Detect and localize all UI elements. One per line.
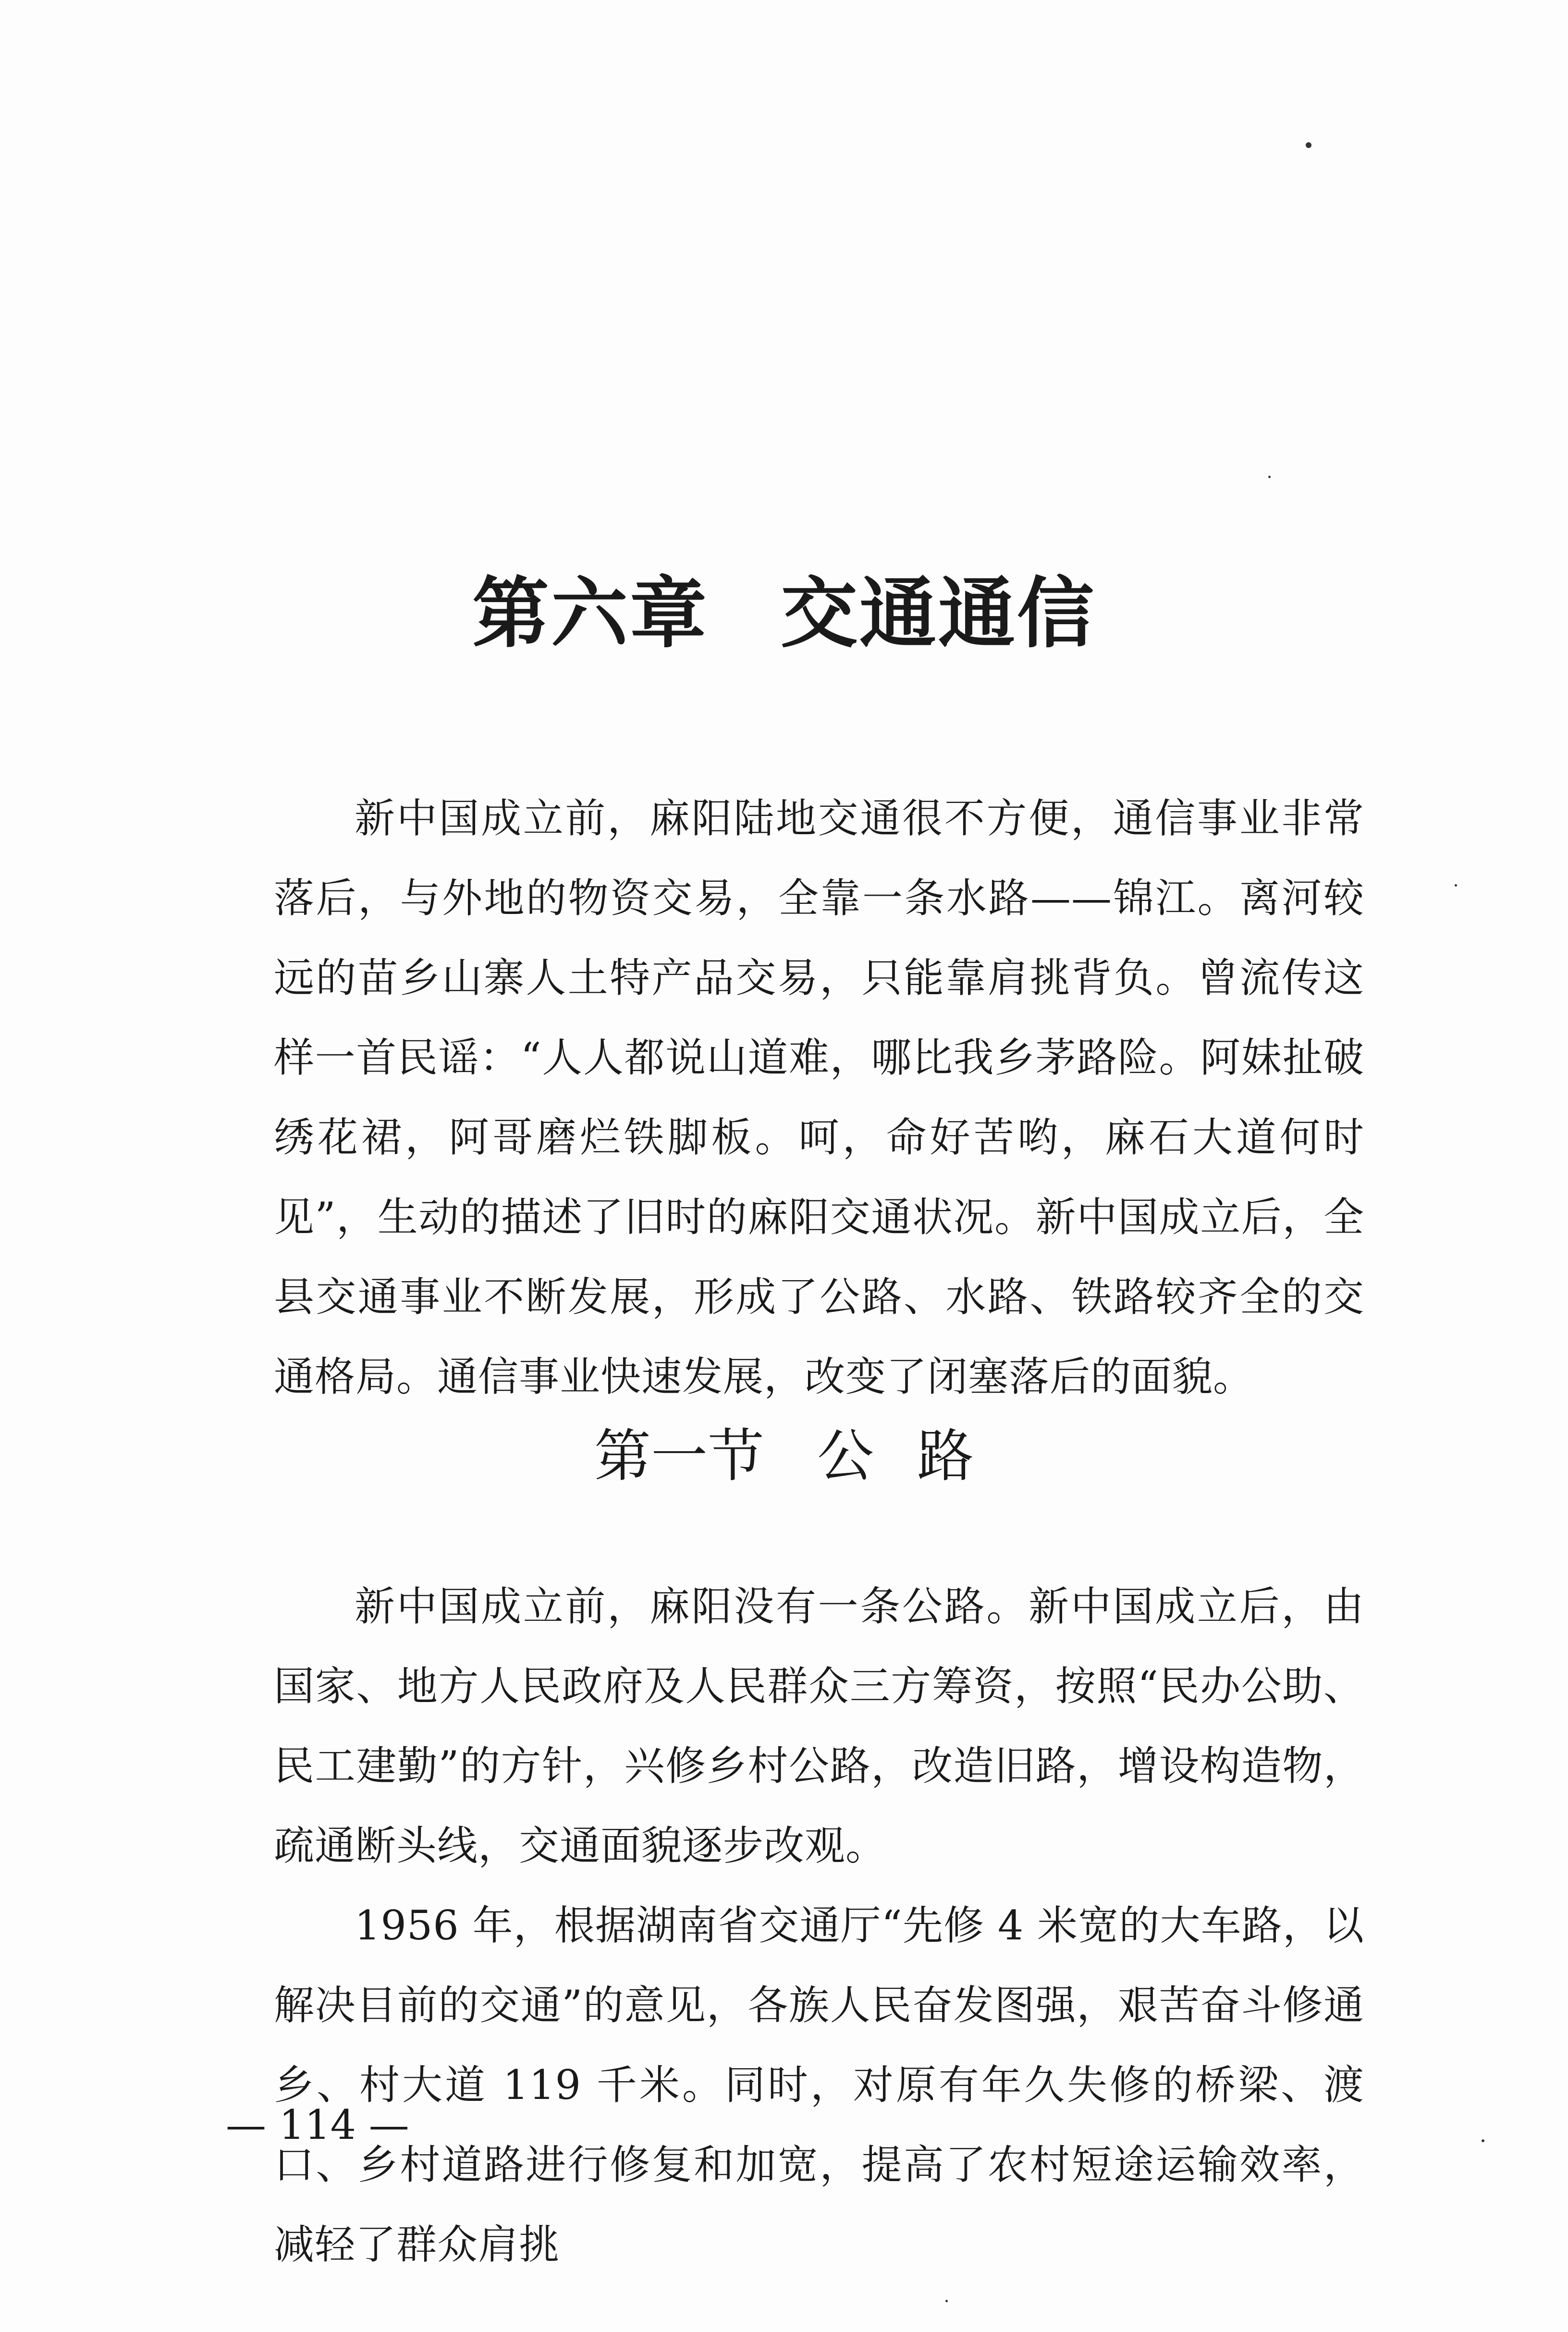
scan-speck xyxy=(1455,884,1457,887)
section-number: 第一节 xyxy=(594,1423,764,1489)
scan-speck xyxy=(945,2300,948,2302)
chapter-intro xyxy=(274,778,1364,1417)
intro-paragraph: 新中国成立前，麻阳陆地交通很不方便，通信事业非常落后，与外地的物资交易，全靠一条水路——锦江。离河较远的苗乡山寨人土特产品交易，只能靠肩挑背负。曾流传这样一首民谣：“人人都说山道难，哪比我乡茅路险。阿妹扯破绣花裙，阿哥磨烂铁脚板。呵，命好苦哟，麻石大道何时见”，生动的描述了旧时的麻阳交通状况。新中国成立后，全县交通事业不断发展，形成了公路、水路、铁路较齐全的交通格局。通信事业快速发展，改变了闭塞落后的面貌。 xyxy=(274,795,1364,1400)
scan-speck xyxy=(1482,2139,1484,2142)
body-paragraph: 1956 年，根据湖南省交通厅“先修 4 米宽的大车路，以解决目前的交通”的意见，各族人民奋发图强，艰苦奋斗修通乡、村大道 119 千米。同时，对原有年久失修的桥梁、渡口、乡村道路进行修复和加宽，提高了农村短途运输效率，减轻了群众肩挑 xyxy=(274,1902,1364,2268)
section-title xyxy=(0,1422,1568,1491)
section-body xyxy=(274,1567,1364,2284)
section-name-char: 公 xyxy=(817,1423,874,1489)
page-number: — 114 — xyxy=(226,2101,409,2148)
body-paragraph: 新中国成立前，麻阳没有一条公路。新中国成立后，由国家、地方人民政府及人民群众三方筹资，按照“民办公助、民工建勤”的方针，兴修乡村公路，改造旧路，增设构造物，疏通断头线，交通面貌逐步改观。 xyxy=(274,1583,1364,1869)
chapter-number: 第六章 xyxy=(472,568,709,658)
scan-speck xyxy=(1268,476,1271,478)
section-name-char: 路 xyxy=(917,1423,974,1489)
chapter-name: 交通通信 xyxy=(781,568,1096,658)
scan-speck xyxy=(1306,142,1311,148)
chapter-title xyxy=(0,567,1568,659)
